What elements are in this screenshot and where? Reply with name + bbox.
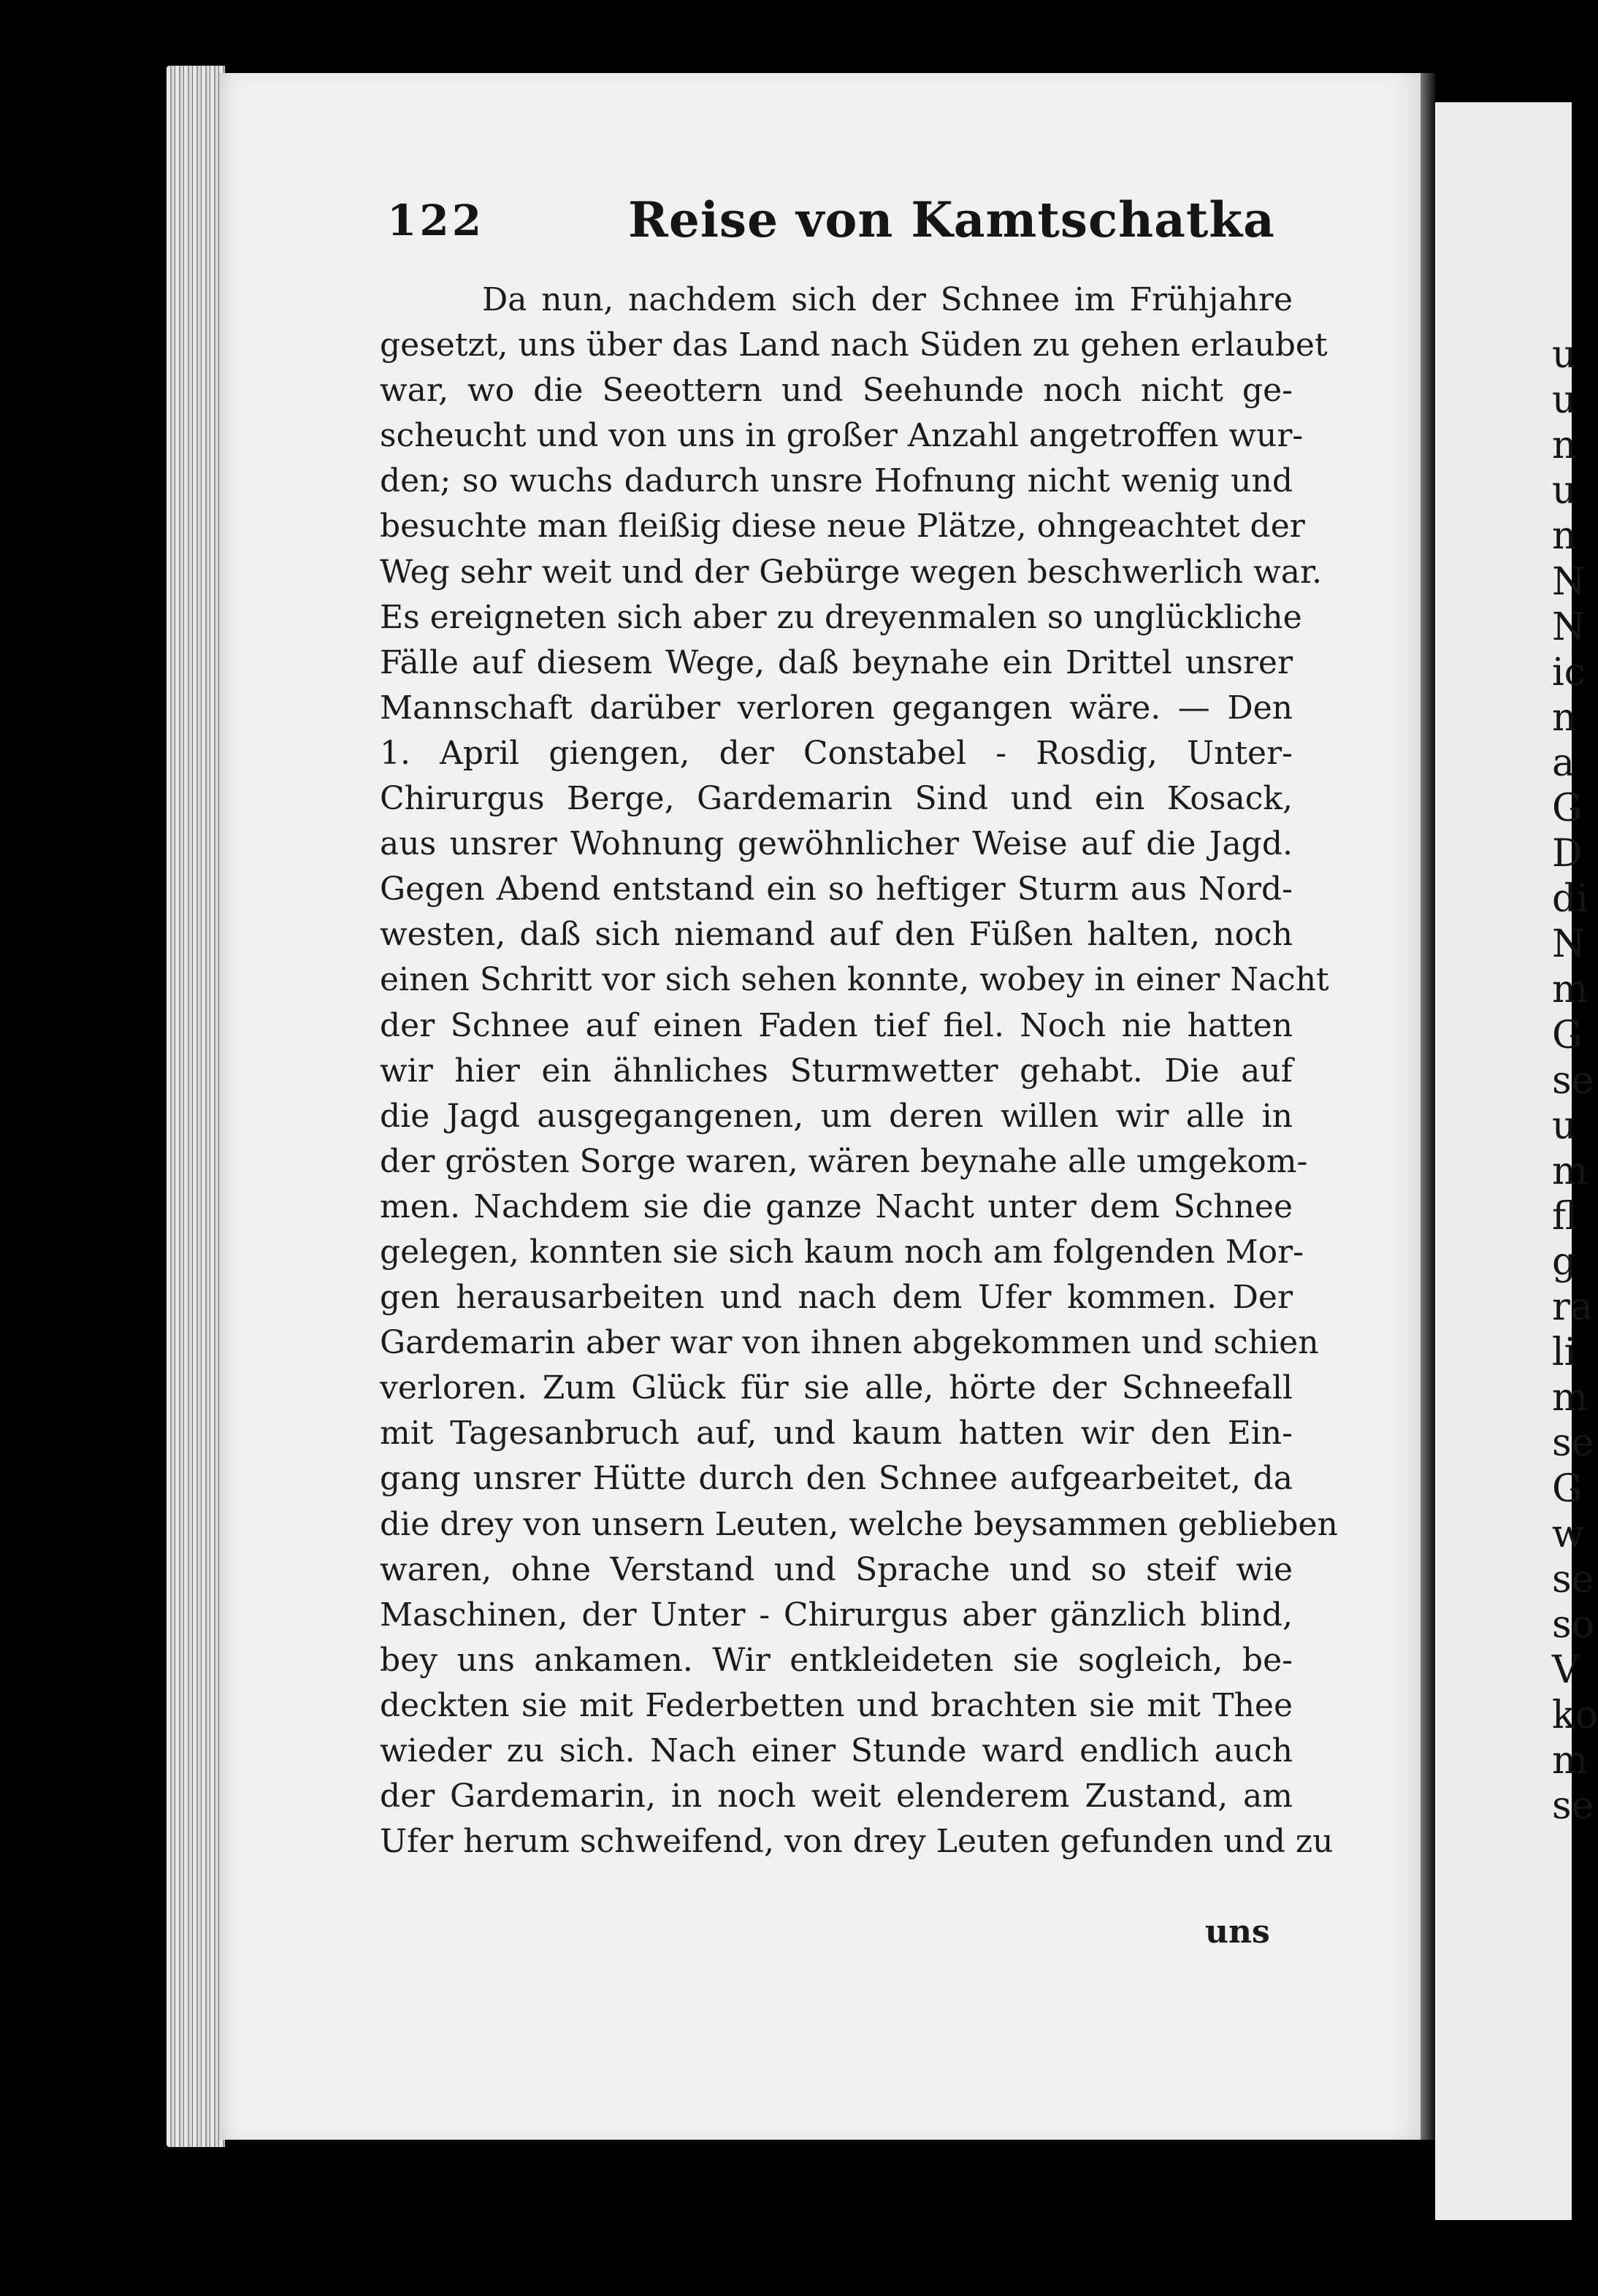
text-line: Es ereigneten sich aber zu dreyenmalen so unglückliche xyxy=(380,598,1302,636)
facing-page-fragment: u xyxy=(1552,378,1577,423)
text-line: deckten sie mit Federbetten und brachten sie mit Thee xyxy=(380,1686,1293,1724)
facing-page-fragment: ic xyxy=(1552,650,1586,694)
facing-page-fragment: m xyxy=(1552,1149,1589,1193)
facing-page-fragment: N xyxy=(1552,605,1586,649)
facing-page-fragment: se xyxy=(1552,1421,1594,1466)
running-title: Reise von Kamtschatka xyxy=(628,191,1275,248)
facing-page-fragment: di xyxy=(1552,877,1589,922)
text-line: Da nun, nachdem sich der Schnee im Frühjahre xyxy=(482,281,1293,318)
text-line: Ufer herum schweifend, von drey Leuten gefunden und zu xyxy=(380,1823,1334,1861)
text-line: Weg sehr weit und der Gebürge wegen beschwerlich war. xyxy=(380,553,1323,591)
text-line: besuchte man fleißig diese neue Plätze, ohngeachtet der xyxy=(380,508,1305,546)
text-line: aus unsrer Wohnung gewöhnlicher Weise auf die Jagd. xyxy=(380,825,1293,863)
facing-page-fragment: a xyxy=(1552,741,1575,785)
page-header xyxy=(387,191,1395,254)
text-line: westen, daß sich niemand auf den Füßen halten, noch xyxy=(380,916,1293,954)
page-number: 122 xyxy=(387,196,485,245)
facing-page-fragment: g xyxy=(1552,1240,1577,1284)
text-line: gelegen, konnten sie sich kaum noch am folgenden Mor- xyxy=(380,1233,1304,1271)
text-line: wir hier ein ähnliches Sturmwetter gehabt. Die auf xyxy=(380,1052,1293,1090)
text-line: mit Tagesanbruch auf, und kaum hatten wir den Ein- xyxy=(380,1415,1293,1453)
facing-page-fragment: N xyxy=(1552,922,1586,967)
text-line: war, wo die Seeottern und Seehunde noch nicht ge- xyxy=(380,372,1293,410)
facing-page xyxy=(1435,102,1598,2220)
text-line: verloren. Zum Glück für sie alle, hörte der Schneefall xyxy=(380,1369,1293,1407)
text-line: men. Nachdem sie die ganze Nacht unter dem Schnee xyxy=(380,1187,1293,1225)
facing-page-fragment: u xyxy=(1552,469,1577,513)
facing-page-fragment: D xyxy=(1552,832,1583,876)
book-page-edges xyxy=(167,66,225,2147)
text-line: Gegen Abend entstand ein so heftiger Sturm aus Nord- xyxy=(380,870,1293,908)
facing-page-fragment: se xyxy=(1552,1784,1594,1829)
text-line: die drey von unsern Leuten, welche beysammen geblieben xyxy=(380,1505,1338,1543)
text-line: der Gardemarin, in noch weit elenderem Zustand, am xyxy=(380,1778,1293,1815)
facing-page-fragment: u xyxy=(1552,1103,1577,1148)
text-line: 1. April giengen, der Constabel - Rosdig, Unter- xyxy=(380,734,1293,772)
text-line: der Schnee auf einen Faden tief fiel. Noch nie hatten xyxy=(380,1006,1293,1044)
facing-page-fragment: ra xyxy=(1552,1285,1593,1330)
text-line: bey uns ankamen. Wir entkleideten sie sogleich, be- xyxy=(380,1641,1293,1679)
facing-page-fragment: li xyxy=(1552,1331,1577,1375)
facing-page-fragment: G xyxy=(1552,1466,1583,1511)
text-line: der grösten Sorge waren, wären beynahe alle umgekom- xyxy=(380,1142,1308,1180)
text-line: gen herausarbeiten und nach dem Ufer kommen. Der xyxy=(380,1279,1293,1317)
facing-page-fragment: N xyxy=(1552,559,1586,604)
facing-page-fragment: m xyxy=(1552,1739,1589,1783)
facing-page-fragment: se xyxy=(1552,1557,1594,1602)
facing-page-fragment: V xyxy=(1552,1648,1580,1692)
text-line: die Jagd ausgegangenen, um deren willen wir alle in xyxy=(380,1097,1293,1135)
text-line: gesetzt, uns über das Land nach Süden zu gehen erlaubet xyxy=(380,326,1328,364)
facing-page-fragment: n xyxy=(1552,424,1577,468)
facing-page-fragment: se xyxy=(1552,1058,1594,1103)
facing-page-fragment: n xyxy=(1552,514,1577,559)
text-line: scheucht und von uns in großer Anzahl angetroffen wur- xyxy=(380,417,1304,455)
facing-page-fragment: n xyxy=(1552,695,1577,740)
text-line: gang unsrer Hütte durch den Schnee aufgearbeitet, da xyxy=(380,1460,1293,1498)
text-line: einen Schritt vor sich sehen konnte, wobey in einer Nacht xyxy=(380,961,1329,999)
text-line: Gardemarin aber war von ihnen abgekommen und schien xyxy=(380,1324,1319,1362)
facing-page-fragment: m xyxy=(1552,968,1589,1012)
catchword: uns xyxy=(1205,1913,1270,1951)
facing-page-fragment: ko xyxy=(1552,1694,1598,1737)
book-gutter xyxy=(1421,73,1435,2140)
body-text xyxy=(380,278,1338,1864)
facing-page-fragment: so xyxy=(1552,1602,1594,1647)
facing-page-fragment: w xyxy=(1552,1512,1585,1556)
text-line: waren, ohne Verstand und Sprache und so steif wie xyxy=(380,1550,1293,1588)
facing-page-fragment: fl xyxy=(1552,1194,1578,1239)
text-line: den; so wuchs dadurch unsre Hofnung nicht wenig und xyxy=(380,462,1293,500)
facing-page-fragment: G xyxy=(1552,1013,1583,1057)
text-line: Chirurgus Berge, Gardemarin Sind und ein Kosack, xyxy=(380,780,1293,818)
facing-page-fragment: G xyxy=(1552,787,1583,830)
facing-page-fragment: u xyxy=(1552,333,1577,377)
facing-page-fragment: m xyxy=(1552,1376,1589,1420)
text-line: Fälle auf diesem Wege, daß beynahe ein Drittel unsrer xyxy=(380,643,1293,681)
text-line: Mannschaft darüber verloren gegangen wäre. — Den xyxy=(380,689,1293,727)
text-line: Maschinen, der Unter - Chirurgus aber gänzlich blind, xyxy=(380,1596,1293,1634)
text-line: wieder zu sich. Nach einer Stunde ward endlich auch xyxy=(380,1732,1293,1769)
